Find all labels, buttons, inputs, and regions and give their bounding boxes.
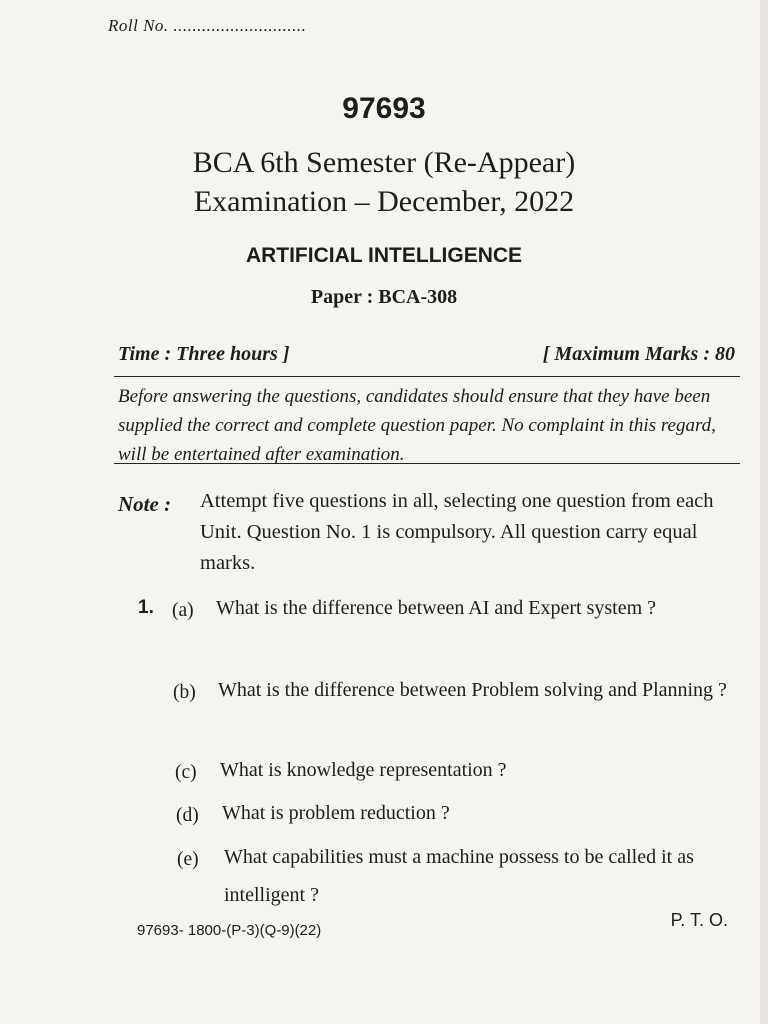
max-marks-label: [ Maximum Marks : 80 [542, 343, 735, 365]
footer-code: 97693- 1800-(P-3)(Q-9)(22) [137, 922, 322, 939]
part-d-text: What is problem reduction ? [222, 802, 450, 824]
note-label: Note : [118, 492, 172, 516]
question-number: 1. [138, 597, 154, 618]
part-e-text: What capabilities must a machine possess to be called it as intelligent ? [224, 846, 694, 906]
part-b-label: (b) [173, 682, 196, 703]
pto-label: P. T. O. [670, 910, 728, 930]
roll-number-line: Roll No. ............................ [108, 16, 307, 35]
time-label: Time : Three hours ] [118, 343, 290, 365]
part-d-label: (d) [176, 805, 199, 826]
subject-title: ARTIFICIAL INTELLIGENCE [245, 244, 523, 267]
note-text: Attempt five questions in all, selecting one question from each Unit. Question No. 1 is compulsory. All question carry equal marks. [200, 490, 714, 574]
exam-title-line2: Examination – December, 2022 [193, 185, 575, 218]
exam-title-line1: BCA 6th Semester (Re-Appear) [192, 146, 576, 179]
part-c-text: What is knowledge representation ? [220, 759, 507, 781]
divider-bottom [114, 463, 740, 464]
part-a-label: (a) [172, 600, 194, 621]
part-c-label: (c) [175, 762, 197, 783]
paper-code: 97693 [342, 92, 426, 125]
part-a-text: What is the difference between AI and Expert system ? [216, 597, 657, 619]
instructions-text: Before answering the questions, candidates should ensure that they have been supplied the correct and complete question paper. No complaint in this regard, will be entertained after examination. [118, 386, 716, 465]
part-b-text: What is the difference between Problem solving and Planning ? [218, 679, 727, 701]
paper-number: Paper : BCA-308 [310, 286, 458, 308]
divider-top [114, 376, 740, 377]
part-e-label: (e) [177, 849, 199, 870]
